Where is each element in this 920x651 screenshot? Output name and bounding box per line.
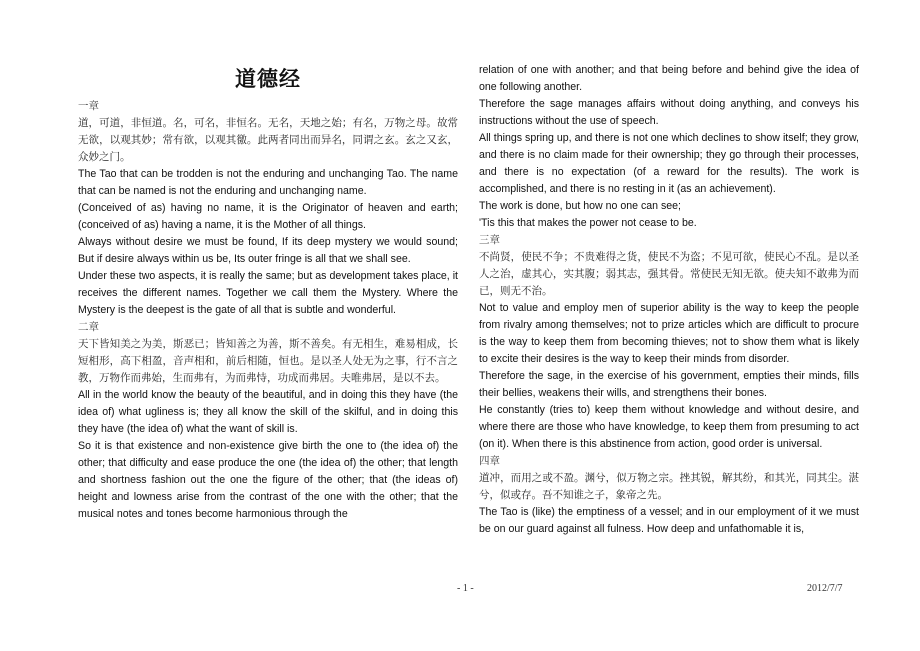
chapter-1-english-p2: (Conceived of as) having no name, it is the Originator of heaven and earth; (conceived of as) having a name, it is the Mother of all things. [78, 202, 458, 231]
chapter-2-english-p6: The work is done, but how no one can see; [479, 200, 681, 212]
chapter-3-english-p3: He constantly (tries to) keep them without knowledge and without desire, and where there are those who have knowledge, to keep them from presuming to act (on it). When there is this abstinence from action, good order is universal. [479, 404, 859, 450]
chapter-1-heading: 一章 [78, 100, 99, 112]
chapter-1-english-p1: The Tao that can be trodden is not the enduring and unchanging Tao. The name that can be named is not the enduring and unchanging name. [78, 168, 458, 197]
chapter-2-english-p7: 'Tis this that makes the power not cease to be. [479, 217, 697, 229]
chapter-2-english-p4: Therefore the sage manages affairs without doing anything, and conveys his instructions without the use of speech. [479, 98, 859, 127]
document-title: 道德经 [235, 66, 301, 91]
chapter-2-heading: 二章 [78, 321, 99, 333]
page-date: 2012/7/7 [807, 583, 843, 594]
chapter-4-heading: 四章 [479, 455, 500, 467]
chapter-2-english-p3: relation of one with another; and that being before and behind give the idea of one following another. [479, 64, 859, 93]
chapter-3-chinese: 不尚贤，使民不争；不贵难得之货，使民不为盗；不见可欲，使民心不乱。是以圣人之治，虚其心，实其腹；弱其志，强其骨。常使民无知无欲。使夫知不敢弗为而已，则无不治。 [479, 251, 859, 297]
right-column [479, 62, 859, 538]
chapter-2-english-p2: So it is that existence and non-existence give birth the one to (the idea of) the other; that difficulty and ease produce the one (the idea of) the other; that length and shortness fashion out the one the figure of the other; that (the ideas of) height and lowness arise from the contrast of the one with the other; that the musical notes and tones become harmonious through the [78, 440, 458, 520]
chapter-4-chinese: 道冲，而用之或不盈。渊兮，似万物之宗。挫其锐，解其纷，和其光，同其尘。湛兮，似或存。吾不知谁之子，象帝之先。 [479, 472, 859, 501]
chapter-2-english-p1: All in the world know the beauty of the beautiful, and in doing this they have (the idea of) what ugliness is; they all know the skill of the skilful, and in doing this they have (the idea of) what the want of skill is. [78, 389, 458, 435]
chapter-1-english-p4: Under these two aspects, it is really the same; but as development takes place, it receives the different names. Together we call them the Mystery. Where the Mystery is the deepest is the gate of all that is subtle and wonderful. [78, 270, 458, 316]
chapter-3-english-p1: Not to value and employ men of superior ability is the way to keep the people from rivalry among themselves; not to prize articles which are difficult to procure is the way to keep them from becoming thieves; not to show them what is likely to excite their desires is the way to keep their minds from disorder. [479, 302, 859, 365]
left-column [78, 64, 458, 523]
chapter-1-chinese: 道，可道，非恒道。名，可名，非恒名。无名，天地之始；有名，万物之母。故常无欲，以观其妙；常有欲，以观其徼。此两者同出而异名，同谓之玄。玄之又玄，众妙之门。 [78, 117, 458, 163]
chapter-4-english-p1: The Tao is (like) the emptiness of a vessel; and in our employment of it we must be on our guard against all fulness. How deep and unfathomable it is, [479, 506, 859, 535]
chapter-3-english-p2: Therefore the sage, in the exercise of his government, empties their minds, fills their bellies, weakens their wills, and strengthens their bones. [479, 370, 859, 399]
chapter-2-english-p5: All things spring up, and there is not one which declines to show itself; they grow, and there is no claim made for their ownership; they go through their processes, and there is no expectation (of a reward for the results). The work is accomplished, and there is no resting in it (as an achievement). [479, 132, 859, 195]
page-number: - 1 - [457, 583, 474, 594]
chapter-1-english-p3: Always without desire we must be found, If its deep mystery we would sound; But if desire always within us be, Its outer fringe is all that we shall see. [78, 236, 458, 265]
chapter-2-chinese: 天下皆知美之为美，斯恶已；皆知善之为善，斯不善矣。有无相生，难易相成，长短相形，高下相盈，音声相和，前后相随，恒也。是以圣人处无为之事，行不言之教，万物作而弗始，生而弗有，为而弗恃，功成而弗居。夫唯弗居，是以不去。 [78, 338, 458, 384]
chapter-3-heading: 三章 [479, 234, 500, 246]
